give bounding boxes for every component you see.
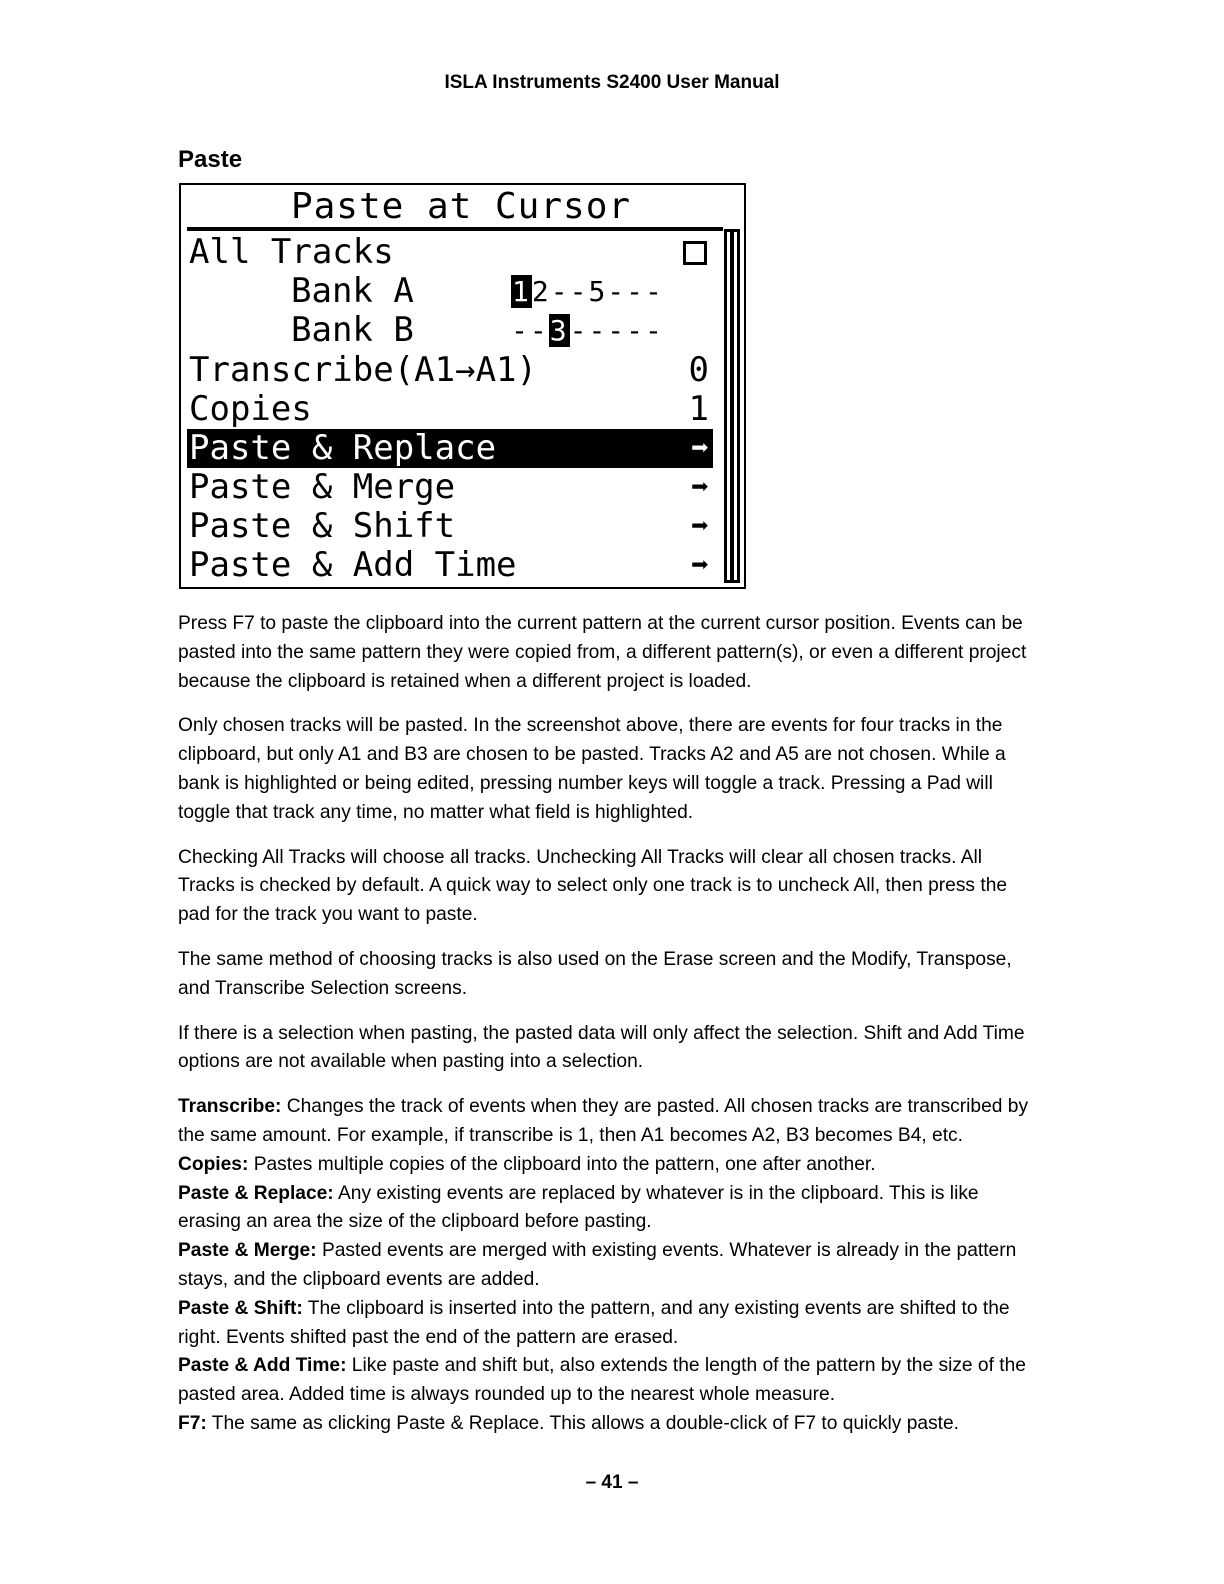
- definition-f7: [178, 1410, 1038, 1439]
- description: The same as clicking Paste & Replace. This allows a double-click of F7 to quickly paste.: [206, 1412, 960, 1434]
- bank-a-label: Bank A: [291, 271, 414, 311]
- all-tracks-label: All Tracks: [189, 232, 394, 272]
- definition-list: [178, 1093, 1038, 1439]
- lcd-scrollbar-thumb: [730, 232, 734, 580]
- lcd-row-paste-shift: [187, 507, 713, 546]
- arrow-right-icon: ➡: [690, 431, 709, 466]
- section-title: Paste: [178, 146, 243, 173]
- description: Pastes multiple copies of the clipboard into the pattern, one after another.: [248, 1153, 876, 1175]
- lcd-row-all-tracks: [187, 233, 713, 272]
- bank-a-track-6: -: [607, 275, 627, 308]
- definition-paste-shift: [178, 1295, 1038, 1353]
- bank-a-track-3: -: [550, 275, 570, 308]
- copies-value: 1: [688, 389, 709, 429]
- all-tracks-checkbox: [683, 241, 707, 265]
- bank-b-tracks: [511, 311, 664, 350]
- body-text: [178, 610, 1038, 1439]
- transcribe-label: Transcribe(A1→A1): [189, 350, 537, 390]
- page-number: – 41 –: [585, 1472, 639, 1493]
- term: Transcribe:: [178, 1096, 282, 1118]
- paste-add-time-label: Paste & Add Time: [189, 545, 517, 585]
- paragraph: Only chosen tracks will be pasted. In the screenshot above, there are events for four tracks in the clipboard, but only A1 and B3 are chosen to be pasted. Tracks A2 and A5 are not chosen. While a bank is highlighted or being edited, pressing number keys will toggle a track. Pressing a Pad will toggle that track any time, no matter what field is highlighted.: [178, 715, 1006, 823]
- description: Pasted events are merged with existing events. Whatever is already in the pattern stays, and the clipboard events are added.: [178, 1240, 1017, 1290]
- paste-replace-label: Paste & Replace: [189, 428, 497, 468]
- transcribe-value: 0: [688, 350, 709, 390]
- lcd-title: Paste at Cursor: [290, 186, 632, 227]
- running-header: ISLA Instruments S2400 User Manual: [444, 72, 780, 93]
- paste-merge-label: Paste & Merge: [189, 467, 456, 507]
- term: F7:: [178, 1412, 207, 1434]
- description: Any existing events are replaced by whatever is in the clipboard. This is like erasing an area the size of the clipboard before pasting.: [178, 1182, 979, 1233]
- bank-a-tracks: [511, 272, 664, 311]
- lcd-row-bank-a: [187, 272, 713, 311]
- lcd-screenshot: [179, 183, 746, 589]
- description: The clipboard is inserted into the pattern, and any existing events are shifted to the right. Events shifted past the end of the pattern are erased.: [178, 1297, 1010, 1348]
- lcd-row-paste-replace: [187, 429, 713, 468]
- lcd-scrollbar: [724, 229, 740, 583]
- lcd-row-transcribe: [187, 351, 713, 390]
- term: Paste & Shift:: [178, 1297, 303, 1319]
- arrow-right-icon: ➡: [690, 548, 709, 583]
- definition-paste-replace: [178, 1180, 1038, 1238]
- arrow-right-icon: ➡: [690, 470, 709, 505]
- lcd-row-copies: [187, 390, 713, 429]
- bank-a-track-4: -: [569, 275, 589, 308]
- paste-shift-label: Paste & Shift: [189, 506, 456, 546]
- description: Like paste and shift but, also extends the length of the pattern by the size of the pasted area. Added time is always rounded up to the nearest whole measure.: [178, 1355, 1026, 1406]
- bank-a-track-8: -: [645, 275, 664, 308]
- definition-transcribe: [178, 1093, 1038, 1151]
- term: Paste & Add Time:: [178, 1355, 347, 1377]
- term: Paste & Replace:: [178, 1182, 334, 1204]
- bank-b-track-7: -: [626, 314, 646, 347]
- bank-b-track-6: -: [607, 314, 627, 347]
- copies-label: Copies: [189, 389, 312, 429]
- bank-a-track-2: 2: [531, 275, 551, 308]
- paragraph: Press F7 to paste the clipboard into the current pattern at the current cursor position. Events can be pasted into the same pattern they were copied from, a different pattern(s), or even a different project because the clipboard is retained when a different project is loaded.: [178, 613, 1027, 692]
- term: Copies:: [178, 1153, 249, 1175]
- bank-a-track-5: 5: [588, 275, 608, 308]
- lcd-title-divider: [187, 227, 723, 231]
- lcd-row-paste-add-time: [187, 546, 713, 585]
- definition-copies: [178, 1151, 1038, 1180]
- bank-b-track-3-selected: 3: [549, 314, 569, 347]
- bank-a-track-7: -: [626, 275, 646, 308]
- paragraph: The same method of choosing tracks is also used on the Erase screen and the Modify, Transpose, and Transcribe Selection screens.: [178, 948, 1012, 999]
- bank-b-track-1: -: [511, 314, 530, 347]
- bank-a-track-1-selected: 1: [512, 275, 531, 308]
- lcd-row-paste-merge: [187, 468, 713, 507]
- paragraph: If there is a selection when pasting, the pasted data will only affect the selection. Shift and Add Time options are not available when pasting into a selection.: [178, 1022, 1025, 1073]
- bank-b-track-5: -: [588, 314, 608, 347]
- arrow-right-icon: ➡: [690, 509, 709, 544]
- definition-paste-add-time: [178, 1352, 1038, 1410]
- lcd-row-bank-b: [187, 311, 713, 350]
- bank-b-label: Bank B: [291, 310, 414, 350]
- bank-b-track-4: -: [569, 314, 589, 347]
- bank-b-track-8: -: [645, 314, 664, 347]
- definition-paste-merge: [178, 1237, 1038, 1295]
- description: Changes the track of events when they are pasted. All chosen tracks are transcribed by the same amount. For example, if transcribe is 1, then A1 becomes A2, B3 becomes B4, etc.: [178, 1096, 1029, 1146]
- bank-b-track-2: -: [529, 314, 549, 347]
- term: Paste & Merge:: [178, 1240, 317, 1262]
- paragraph: Checking All Tracks will choose all tracks. Unchecking All Tracks will clear all chosen tracks. All Tracks is checked by default. A quick way to select only one track is to uncheck All, then press the pad for the track you want to paste.: [178, 846, 1008, 926]
